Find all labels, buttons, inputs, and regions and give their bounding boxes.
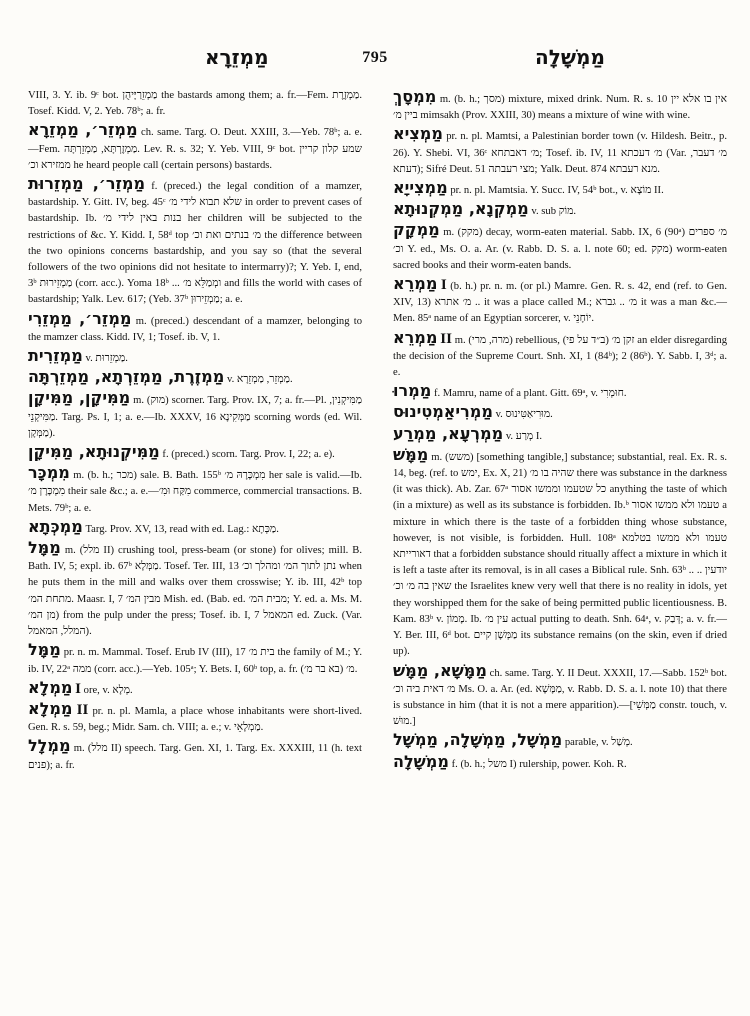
entry-definition: pr. n. pl. Mamtsia. Y. Succ. IV, 54ᵇ bot., v. מוֹצָא II. (450, 185, 664, 197)
left-column (28, 88, 362, 775)
entry-definition: Targ. Prov. XV, 13, read with ed. Lag.: מַכְּתָא. (85, 523, 279, 535)
dictionary-entry (28, 310, 362, 346)
dictionary-entry (28, 443, 362, 463)
dictionary-entry (393, 179, 727, 199)
dictionary-entry (28, 679, 362, 699)
entry-definition: pr. n. m. Mammal. Tosef. Erub IV (III), 17 בית מ׳ the family of M.; Y. ib. IV, 22ᵃ ממה (corr. acc.).—Yeb. 105ᵃ; Y. Bets. I, 60ᵇ top, a. fr. מ׳ (בא בר מ׳). (28, 647, 362, 675)
entry-headword: מַמָּל (28, 640, 61, 660)
entry-definition: m. (מלל II) speech. Targ. Gen. XI, 1. Targ. Ex. XXXIII, 11 (h. text פנים); a. fr. (28, 743, 362, 771)
entry-definition: v. מוּרִיאַטִּינוּס. (495, 409, 553, 421)
entry-headword: מַמְלָל (28, 736, 71, 756)
entry-definition: f. Mamru, name of a plant. Gitt. 69ᵃ, v. חוּמְרִי. (433, 388, 627, 400)
dictionary-entry (393, 382, 727, 402)
dictionary-entry (393, 403, 727, 423)
entry-headword: מַמְצִיא (393, 124, 443, 144)
entry-definition: f. (preced.) the legal condition of a mamzer, bastardship. Y. Gitt. IV, beg. 45ᶜ שלא תבוא לידי מ׳ in order to prevent cases of bastardship. Ib. בנות באין לידי מ׳ her children will be subjected to the restrictions of &c. Y. Kidd. I, 58ᵈ top מ׳ בנתים ואת וכ׳ the difference between the two opinions concerns bastardship, and you say so (that the several followers of the two opinions did not hesitate to intermarry)?; Y. Yeb. I, end, 3ᵇ מַמְזֵירוּת (corr. acc.). Yoma 18ᵇ ... ומְמַלֵּא מ׳ and fills the world with cases of bastardship; Yalk. Lev. 617; (Yeb. 37ᵇ מַמְזֵירוּן; a. e. (28, 181, 363, 306)
dictionary-entry (28, 539, 362, 640)
entry-headword: מַמְזֵר׳, מַמְזֵרוּת (28, 174, 146, 194)
dictionary-entry (393, 221, 727, 274)
dictionary-entry (393, 446, 727, 661)
entry-definition: v. מַמְזֵר, מַמְזֵרָא. (226, 374, 293, 386)
entry-headword: מַמְזֵר׳, מַמְזֵרִי (28, 308, 132, 328)
entry-headword: מַמְקָק (393, 220, 440, 240)
entry-headword: מַמָּשָׁא, מַמָּשׁ (393, 660, 487, 680)
entry-headword: מִמְכָּר (28, 463, 70, 483)
dictionary-entry (28, 347, 362, 367)
dictionary-entry (28, 368, 362, 388)
entry-headword: מַמְקְנָא, מַמְקְנוּתָא (393, 199, 529, 219)
dictionary-entry (393, 88, 727, 124)
dictionary-entry (28, 88, 362, 120)
entry-definition: pr. n. pl. Mamla, a place whose inhabitants were short-lived. Gen. R. s. 59, beg.; Midr. Sam. ch. VIII; a. e.; v. מַמְלָאֵי. (28, 705, 362, 734)
entry-definition: m. (preced.) descendant of a mamzer, belonging to the mamzer class. Kidd. IV, 1; Tosef. ib. V, 1. (28, 315, 362, 343)
entry-definition: parable, v. מְשַׁל. (564, 737, 633, 749)
entry-headword: מַמִּיקָן, מַמִּיקָן (28, 388, 131, 408)
right-column (393, 88, 727, 774)
entry-headword: מַמְזֶרֶת, מַמְזֵרְתָא, מַמְזֵרְתָּה (28, 367, 225, 387)
dictionary-entry (393, 425, 727, 445)
dictionary-entry (393, 275, 727, 328)
entry-definition: ore, v. מְלָא. (83, 684, 133, 696)
entry-definition: (b. h.) pr. n. m. (or pl.) Mamre. Gen. R. s. 42, end (ref. to Gen. XIV, 13) מ׳ אתרא .. it was a place called M.; מ׳ .. גברא it was a man &c.—Men. 85ᵃ name of an Egyptian sorcerer, v. יוֹחָנֵי. (393, 281, 727, 325)
entry-definition: VIII, 3. Y. ib. 9ᶜ bot. מַמְזֵרַיָּיהֻן the bastards among them; a. fr.—Fem. מַמְזֶרֶת. Tosef. Kidd. V, 2. Yeb. 78ᵇ; a. fr. (28, 90, 362, 118)
dictionary-entry (393, 731, 727, 751)
entry-headword: מַמָּל (28, 538, 61, 558)
dictionary-entry (393, 329, 727, 382)
entry-headword: מַמְרֵא (393, 327, 438, 347)
dictionary-entry (28, 464, 362, 517)
entry-homograph-number: II (440, 330, 452, 347)
entry-headword: מַמִּיקְנוּתָא, מַמִּיקָן (28, 442, 160, 462)
entry-definition: v. sub מוֹק. (531, 206, 577, 218)
entry-headword: מַמְרְעָא, מַמְרַע (393, 423, 504, 443)
dictionary-entry (393, 200, 727, 220)
entry-definition: f. (b. h.; משל I) rulership, power. Koh. R. (451, 758, 627, 770)
entry-headword: מִמְסָךְ (393, 87, 437, 106)
page-number: 795 (362, 49, 388, 66)
entry-headword: מַמְצִייָא (393, 178, 448, 198)
dictionary-entry (28, 175, 362, 309)
entry-definition: pr. n. pl. Mamtsi, a Palestinian border town (v. Hildesh. Beitr., p. 26). Y. Shebi. VI, 36ᶜ מ׳ דאבתחא; Tosef. ib. IV, 11 מ׳ דעכתא (Var. מ׳ דעבר, דעתא); Sifré Deut. 51 מצי רעבתה; Yalk. Deut. 874 מנא רעבתא. (393, 131, 727, 175)
entry-homograph-number: I (440, 277, 447, 294)
dictionary-entry (393, 753, 727, 773)
entry-headword: מַמְרוּ (393, 381, 432, 401)
entry-definition: m. (משש) [something tangible,] substance; substantial, real. Ex. R. s. 14, beg. (ref. to ימש, Ex. X, 21) שהיה בו מ׳ there was substance in the darkness (it was thick). Ab. Zar. 67ᵃ כל שטעמו וממשו אסור anything the taste of which (in a mixture) as well as its substance is forbidden. Ib.ᵇ טעמו ולא ממשו אסור a mixture in which there is the taste of a forbidden thing whose substance, however, is not visible, is forbidden. Hull. 108ᵃ טעמו ולא ממשו בטלמא דאורייתא that a forbidden substance should ritually affect a mixture in which it is left a taste after its removal, is in all cases a Biblical rule. Snh. 63ᵇ .. יודעין .. שאין בה מ׳ וכ׳ the Israelites knew very well that there is no reality in idols, yet they worshipped them for the sake of being permitted public licentiousness. B. Kam. 83ᵇ v. מָמוֹן. Ib. עין מ׳ actual putting to death. Snh. 64ᵃ, v. דְּבַק; a. v. fr.—Y. Ber. III, 6ᵈ bot. מַמְּשָׁן קיים its substance remains (on the skin, even if dried up). (393, 451, 728, 658)
dictionary-entry (28, 121, 362, 174)
dictionary-entry (28, 641, 362, 677)
entry-definition: ch. same. Targ. Y. II Deut. XXXII, 17.—Sabb. 152ᵇ bot. מ׳ דאית ביה וכ׳ Ms. O. a. Ar. (ed. מַמָּשָׁא, v. Rabb. D. S. a. l. note 10) that there is substance in him (that it is not a mere apparition).—[מַמְּשֵׁי constr. touch, v. מוּשׁ.] (393, 667, 727, 728)
entry-headword: מַמָּשׁ (393, 444, 429, 464)
dictionary-entry (28, 518, 362, 538)
entry-headword: מַמְזֵר׳, מַמְזֵרָא (28, 120, 138, 140)
entry-definition: f. (preced.) scorn. Targ. Prov. I, 22; a. e). (162, 449, 335, 461)
entry-headword: מַמְלָא (28, 677, 73, 697)
entry-definition: m. (מוק) scorner. Targ. Prov. IX, 7; a. fr.—Pl. מַמִּיקְנִין, מַמִּיקְנֵי. Targ. Ps. I, 1; a. e.—Ib. XXXV, 16 מַמְּקִינָא scorning words (ed. Wil. מַמְּקָן). (28, 395, 362, 439)
entry-headword: מַמְלָא (28, 698, 73, 718)
page-header (0, 45, 750, 75)
dictionary-entry (28, 737, 362, 773)
entry-definition: m. (b. h.; מסך) mixture, mixed drink. Num. R. s. 10 אין בו אלא יין ביין מ׳ mimsakh (Prov. XXIII, 30) means a mixture of wine with wine. (393, 94, 728, 122)
entry-headword: מַמְזֵרִית (28, 346, 83, 366)
entry-definition: v. מְרַע I. (505, 430, 543, 442)
entry-homograph-number: II (76, 701, 89, 718)
dictionary-entry (393, 125, 727, 178)
entry-definition: m. (מקק) decay, worm-eaten material. Sabb. IX, 6 (90ᵃ) מ׳ ספרים וכ׳ Y. ed., Ms. O. a. Ar. (v. Rabb. D. S. a. l. note 60; ed. מקק) worm-eaten sacred books and their worm-eaten bands. (393, 227, 727, 271)
entry-homograph-number: I (75, 680, 81, 697)
entry-definition: m. (מרה, מרי) rebellious, (ב״ד על פי) זקן מ׳ an elder disregarding the decision of the Supreme Court. Snh. XI, 1 (84ᵇ); 2 (86ᵇ). Y. Sabb. I, 3ᵈ; a. e. (393, 334, 727, 379)
dictionary-entry (28, 700, 362, 736)
dictionary-entry (393, 662, 727, 731)
entry-headword: מַמְשָׁלָה (393, 751, 449, 771)
entry-definition: ch. same. Targ. O. Deut. XXIII, 3.—Yeb. 78ᵇ; a. e.—Fem. מַמְזֶרְתָּא, מַמְזֵרְתָּה. Lev. R. s. 32; Y. Yeb. VIII, 9ᶜ bot. שמע קלון קריין ממזירא וכ׳ he heard people call (certain persons) bastards. (28, 127, 362, 171)
running-head-left: מַמְזֵרָא (205, 45, 269, 69)
entry-headword: מַמְכְּתָא (28, 516, 83, 536)
entry-definition: v. מַמְזֵרוּת. (85, 353, 128, 365)
entry-headword: מַמְשָׁל, מַמְשָׁלָה, מַמְשָׁל (393, 730, 563, 750)
entry-definition: m. (b. h.; מכר) sale. B. Bath. 155ᵇ מִמְכָּרָהּ מ׳ her sale is valid.—Ib. מִמְכָּרָן מ׳ their sale &c.; a. e.—מִקַּח וּמִ׳ commerce, commercial transactions. B. Mets. 79ᵇ; a. e. (28, 470, 362, 514)
entry-definition: m. (מלל II) crushing tool, press-beam (or stone) for olives; mill. B. Bath. IV, 5; expl. ib. 67ᵇ מַמְּלָא. Tosef. Ter. III, 13 נתן לתוך המ׳ ומהלך וכ׳ when he puts them in the mill and walks over them crosswise; Y. ib. III, 42ᵇ top מתחת המ׳. Maasr. I, 7 מבין המ׳ Mish. ed. (Bab. ed. מבית המ׳; Y. ed. a. Ms. M. מן המ׳) from the pulp under the press; Tosef. ib. I, 7 המאמל ed. Zuck. (Var. המלל, המאמל). (28, 545, 362, 638)
running-head-right: מַמְשָׁלָה (535, 45, 605, 69)
entry-headword: מַמְרִיאַמְטִינוּס (393, 402, 493, 422)
entry-headword: מַמְרֵא (393, 274, 438, 294)
dictionary-entry (28, 389, 362, 442)
